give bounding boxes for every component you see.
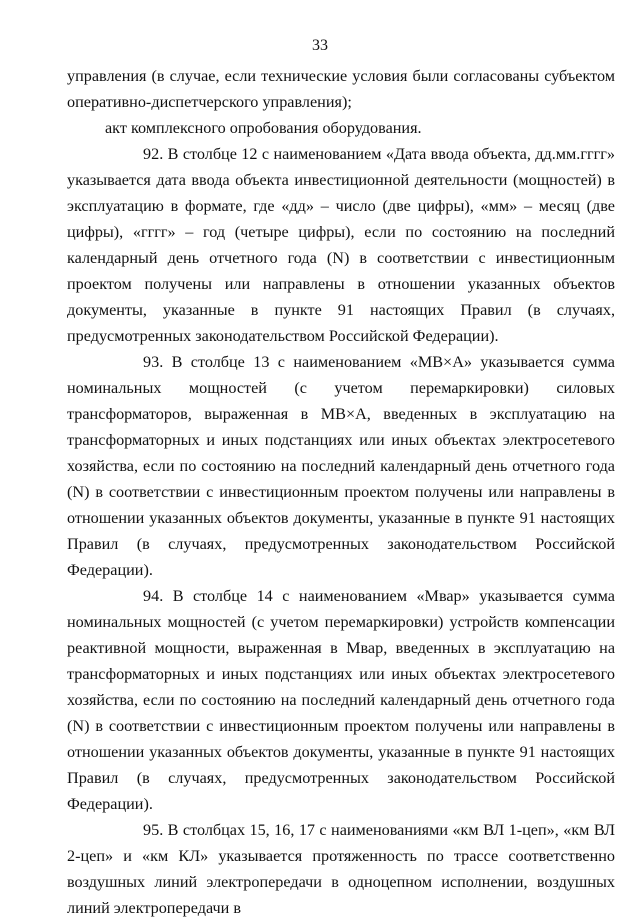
page-number: 33 (312, 37, 328, 54)
paragraph-number: 94. (143, 587, 164, 605)
paragraph-act (67, 115, 615, 141)
paragraph-text: В столбце 13 с наименованием «МВ×А» указывается сумма номинальных мощностей (с учетом перемаркировки) силовых трансформаторов, выраженная в МВ×А, введенных в эксплуатацию на трансформаторных и иных подстанциях или иных объектах электросетевого хозяйства, если по состоянию на последний календарный день отчетного года (N) в соответствии с инвестиционным проектом получены или направлены в отношении указанных объектов документы, указанные в пункте 91 настоящих Правил (в случаях, предусмотренных законодательством Российской Федерации). (67, 353, 615, 579)
paragraph-number: 93. (143, 353, 164, 371)
paragraph-text: В столбце 14 с наименованием «Мвар» указывается сумма номинальных мощностей (с учетом перемаркировки) устройств компенсации реактивной мощности, выраженная в Мвар, введенных в эксплуатацию на трансформаторных и иных подстанциях или иных объектах электросетевого хозяйства, если по состоянию на последний календарный день отчетного года (N) в соответствии с инвестиционным проектом получены или направлены в отношении указанных объектов документы, указанные в пункте 91 настоящих Правил (в случаях, предусмотренных законодательством Российской Федерации). (67, 587, 615, 813)
paragraph-93 (67, 349, 615, 583)
paragraph-92 (67, 141, 615, 349)
paragraph-number: 92. (143, 145, 164, 163)
paragraph-continuation (67, 63, 615, 115)
paragraph-number: 95. (143, 821, 164, 839)
document-body (67, 63, 615, 921)
paragraph-text: акт комплексного опробования оборудования. (105, 119, 422, 137)
paragraph-text: В столбцах 15, 16, 17 с наименованиями «км ВЛ 1-цеп», «км ВЛ 2-цеп» и «км КЛ» указывается протяженность по трассе соответственно воздушных линий электропередачи в одноцепном исполнении, воздушных линий электропередачи в (67, 821, 616, 917)
paragraph-94 (67, 583, 615, 817)
paragraph-95 (67, 817, 615, 921)
paragraph-text: управления (в случае, если технические условия были согласованы субъектом оперативно-диспетчерского управления); (67, 67, 615, 111)
paragraph-text: В столбце 12 с наименованием «Дата ввода объекта, дд.мм.гггг» указывается дата ввода объекта инвестиционной деятельности (мощностей) в эксплуатацию в формате, где «дд» – число (две цифры), «мм» – месяц (две цифры), «гггг» – год (четыре цифры), если по состоянию на последний календарный день отчетного года (N) в соответствии с инвестиционным проектом получены или направлены в отношении указанных объектов документы, указанные в пункте 91 настоящих Правил (в случаях, предусмотренных законодательством Российской Федерации). (67, 145, 615, 345)
